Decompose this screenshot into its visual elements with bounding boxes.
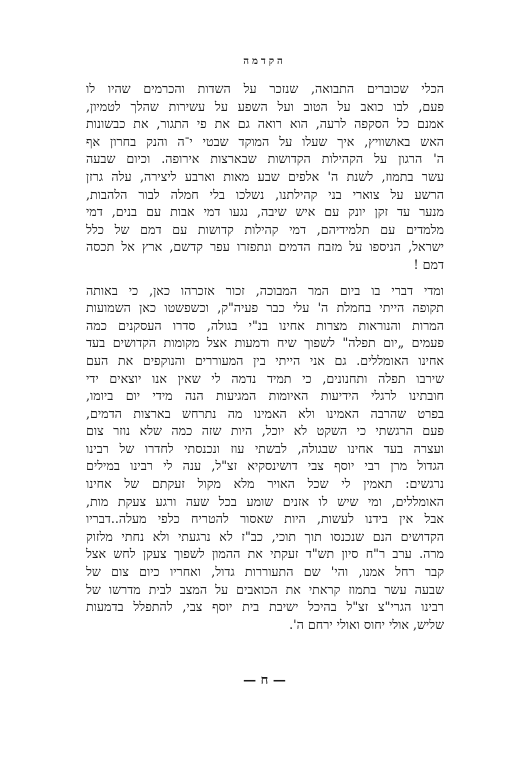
text-line: ישראל, הניספו על מזבח הדמים ונתפזרו עפר קדשם, ארץ אל תכסה [86,239,444,255]
text-line: ועצרה בעד אחינו שבגולה, לבשתי עוז ונכנסתי לחדרו של רבינו [86,440,444,456]
text-line: מרה. ערב ר"ח סיון תש"ד זעקתי את ההמון לשפוך צעקן לחש אצל [86,546,444,562]
page-number: — ח — [243,673,286,688]
text-line: מלמדים עם תלמידיהם, דמי קהילות קדושות עם דמם של כלל [86,221,444,237]
text-line: נרגשים: תאמין לי שכל האויר מלא מקול זעקתם של אחינו [86,476,444,492]
text-line: הכלי שכוברים התבואה, שנזכר על השדות והכרמים שהיו לו [86,81,444,96]
text-line: תקופה הייתי בחמלת ה' עלי כבר פעיה"ק, וכשפשטו כאן השמועות [86,300,444,316]
body-text [86,80,444,633]
text-line: האש באושוויץ, איך שעלו על המוקד שבטי י־ה והנק בחרון אף [86,133,444,149]
paragraph-2 [86,282,444,634]
text-line: שירבו תפלה ותחנונים, כי תמיד נדמה לי שאין אנו יוצאים ידי [86,370,444,386]
text-line: חובתינו לרגלי הידיעות האיומות המגיעות הנה מידי יום ביומו, [86,388,444,404]
text-line: ה' הרגון על הקהילות הקדושות שבארצות אירופה. וכיום שבעה [86,151,444,167]
text-line: הגדול מרן רבי יוסף צבי דושינסקיא זצ"ל, ענה לי רבינו במילים [86,458,444,474]
text-line: אבל אין בידנו לעשות, היות שאסור להטריח כלפי מעלה..דבריו [86,511,444,527]
paragraph-1 [86,80,444,274]
text-line: מנער עד זקן יונק עם איש שיבה, נגעו דמי אבות עם בנים, דמי [86,204,444,220]
paragraph-gap [86,274,444,282]
text-line: עשר בתמוז, לשנת ה' אלפים שבע מאות וארבע ליצירה, עלה גרזן [86,168,444,184]
text-line: קבר רחל אמנו, והי' שם התעוררות גדול, ואחריו כיום צום של [86,564,444,580]
text-line: ומדי דברי בו ביום המר המבוכה, זכור אזכרהו כאן, כי באותה [86,282,444,298]
text-line: דמם ! [413,256,444,272]
text-line: שליש, אולי יחוס ואולי ירחם ה'. [289,616,444,632]
text-line: המרות והנוראות מצרות אחינו בנ"י בגולה, סדרו העסקנים כמה [86,317,444,333]
text-line: פעמים „יום תפלה" לשפוך שיח ודמעות אצל מקומות הקדושים בעד [86,335,444,351]
text-line: הקדושים הנם שנכנסו תוך תוכי, כב"ז לא נרגעתי ולא נחתי מלזוק [86,528,444,544]
text-line: בפרט שהרבה האמינו ולא האמינו מה נתרחש בארצות הדמים, [86,405,444,421]
text-line: הרשע על צוארי בני קהילתנו, נשלכו בלי חמלה לבור הלהבות, [86,186,444,202]
text-line: אחינו האומללים. גם אני הייתי בין המעוררים והנוקפים את העם [86,352,444,368]
text-line: האומללים, ומי שיש לו אזנים שומע בכל שעה ורגע צעקת מות, [86,493,444,509]
text-line: פעם הרגשתי כי השקט לא יוכל, היות שזה כמה שלא נוזר צום [86,423,444,439]
text-line: רבינו הגרי"צ זצ"ל בהיכל ישיבת בית יוסף צבי, להתפלל בדמעות [86,599,444,615]
text-line: שבעה עשר בתמוז קראתי את הכואבים על המצב לבית מדרשו של [86,581,444,597]
text-line: אמנם כל הסקפה לרעה, הוא רואה גם את פי התגור, את כבשונות [86,116,444,132]
text-line: פעם, לבו כואב על הטוב ועל השפע על עשירות שהלך לטמיון, [86,98,444,114]
page-header-title: הקדמה [243,56,286,67]
